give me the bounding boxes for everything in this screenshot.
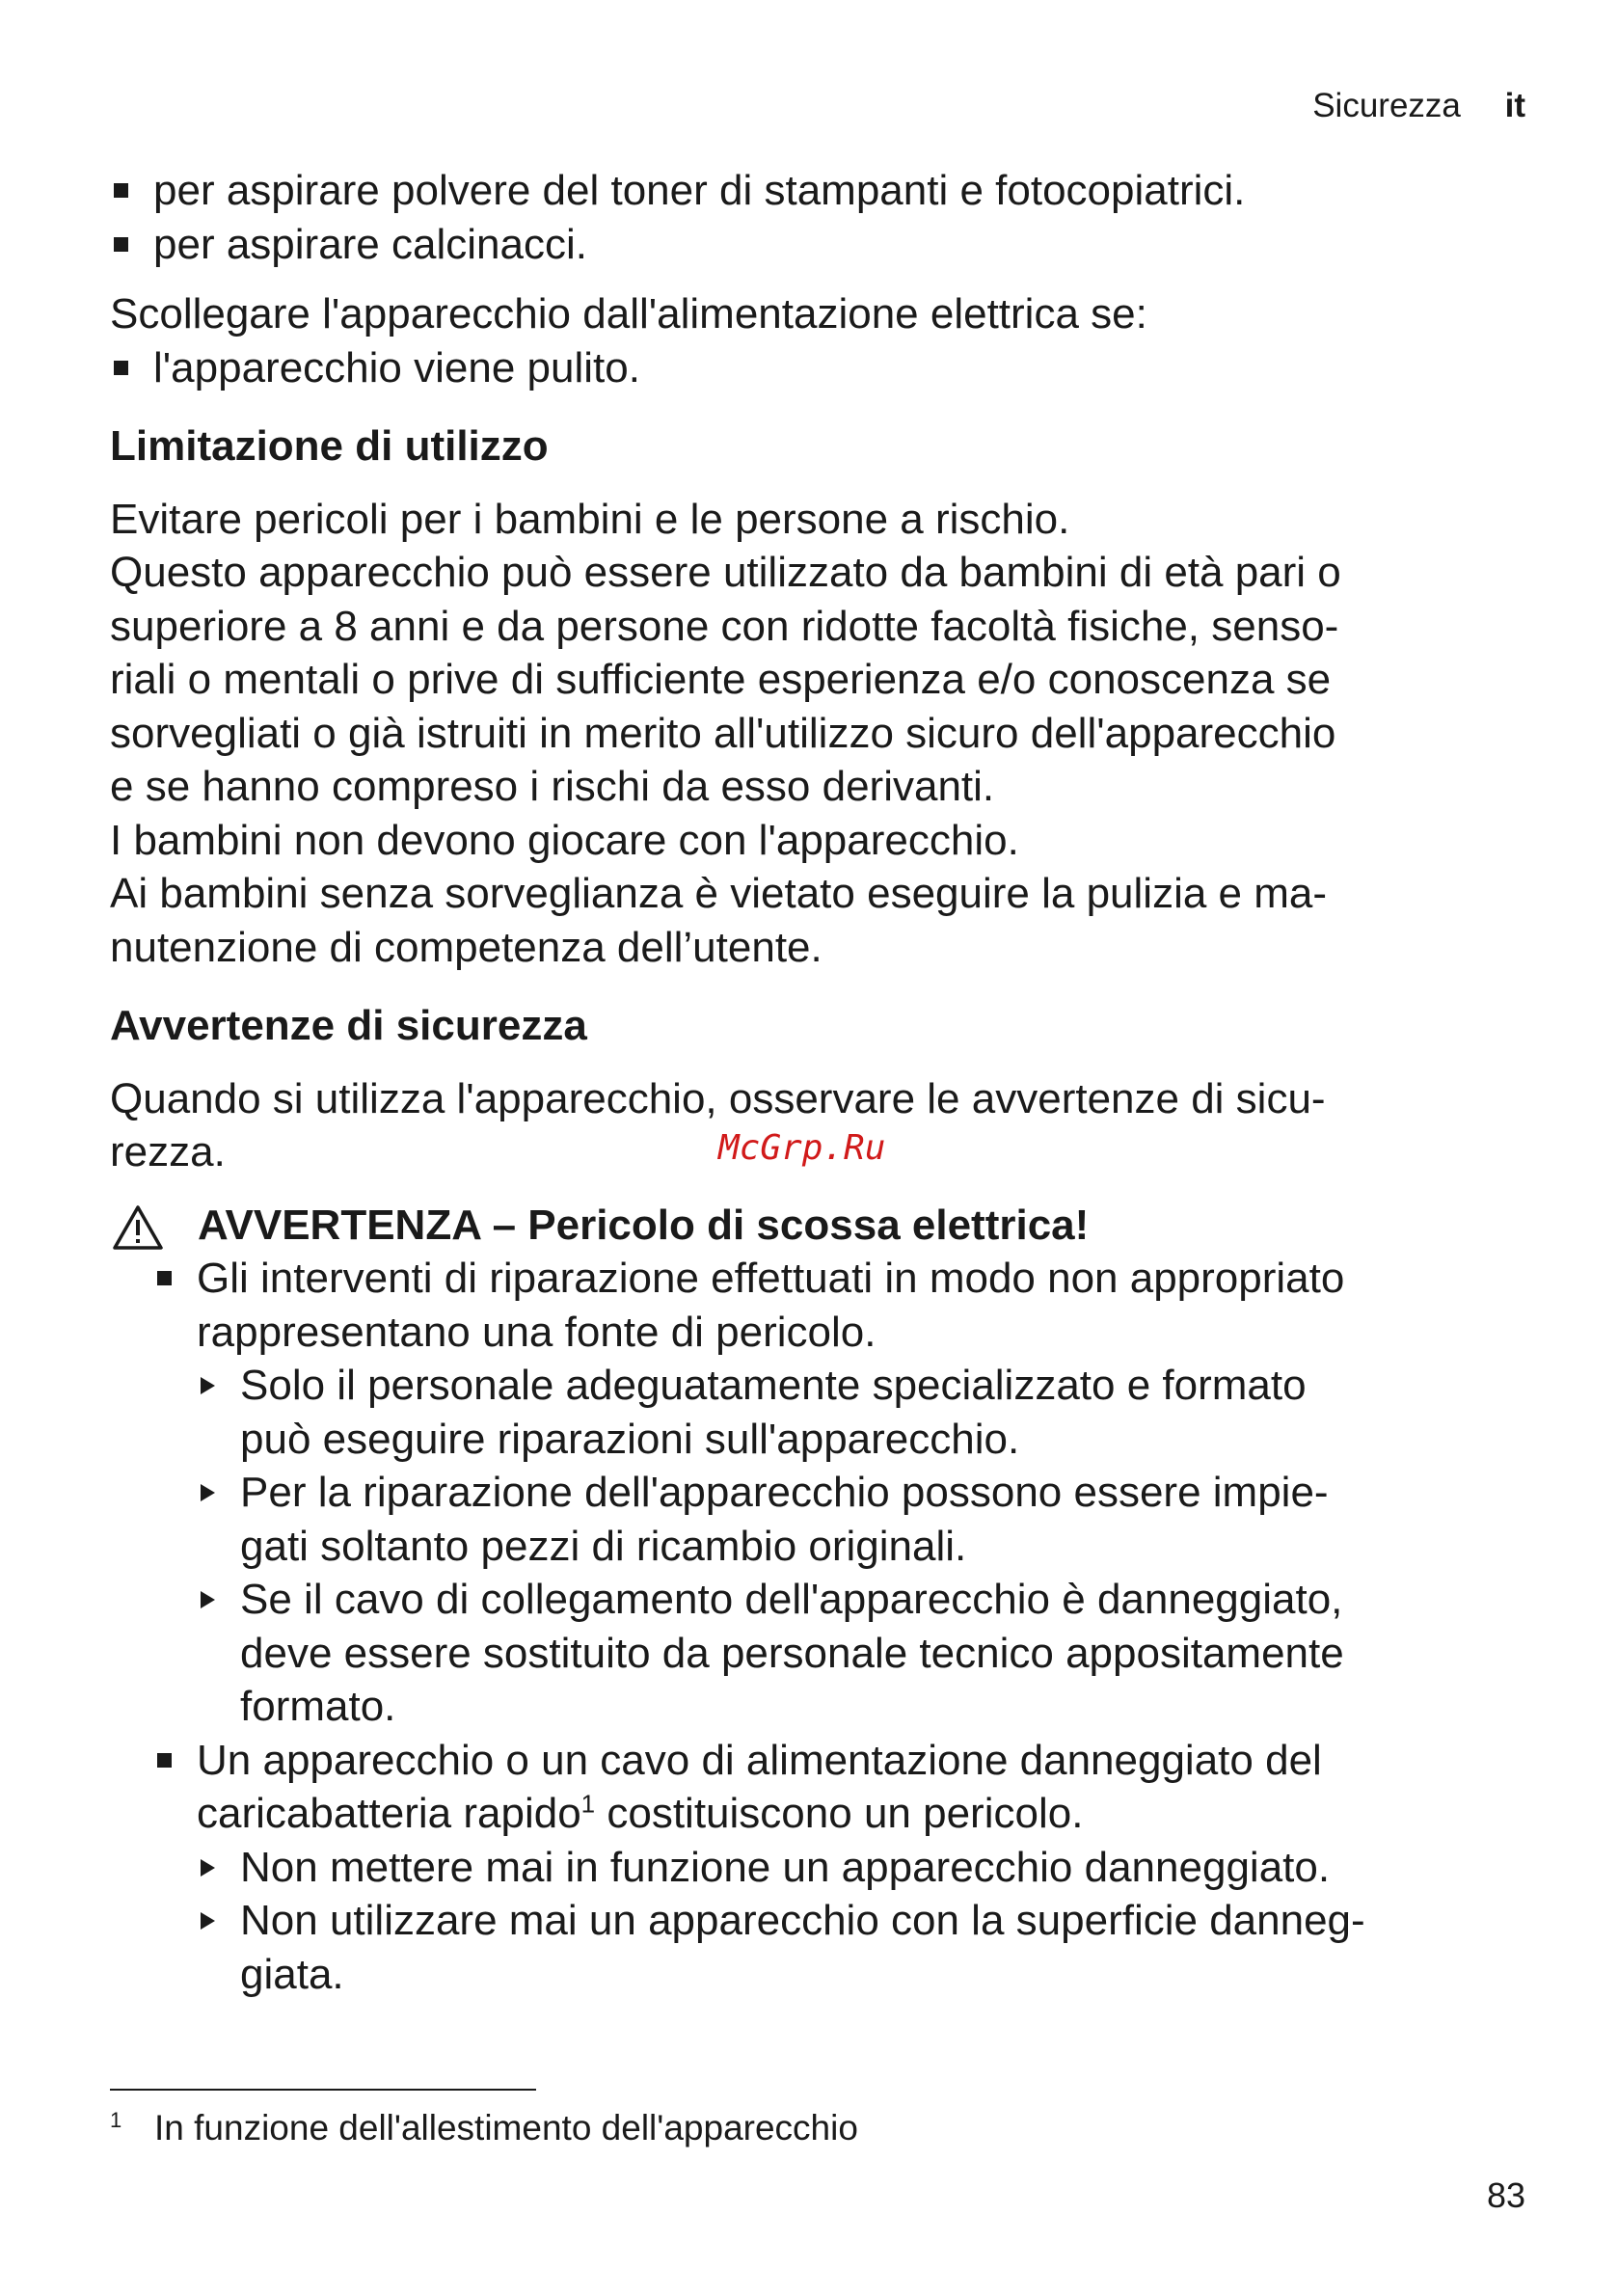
text-fragment: costituiscono un pericolo. xyxy=(595,1790,1084,1837)
text-line: gati soltanto pezzi di ricambio originali. xyxy=(240,1522,967,1570)
action-item xyxy=(197,1359,1518,1466)
footnote-divider xyxy=(110,2089,536,2091)
text-line xyxy=(153,1787,1518,1841)
text-line: Non utilizzare mai un apparecchio con la superficie danneg- xyxy=(240,1897,1365,1944)
action-item xyxy=(197,1573,1518,1734)
action-item xyxy=(197,1894,1518,2001)
language-code: it xyxy=(1504,87,1525,124)
text-line: e se hanno compreso i rischi da esso derivanti. xyxy=(110,763,995,810)
text-line: riali o mentali o prive di sufficiente esperienza e/o conoscenza se xyxy=(110,656,1332,703)
footnote xyxy=(110,2108,858,2148)
section-heading-safety: Avvertenze di sicurezza xyxy=(110,1002,587,1049)
action-item xyxy=(197,1466,1518,1573)
text-line: superiore a 8 anni e da persone con ridotte facoltà fisiche, senso- xyxy=(110,602,1339,650)
page-body xyxy=(110,164,1518,2001)
list-item: Un apparecchio o un cavo di alimentazione danneggiato del xyxy=(153,1734,1518,1788)
footnote-text: In funzione dell'allestimento dell'apparecchio xyxy=(154,2108,858,2147)
warning-item-repairs xyxy=(153,1252,1518,1734)
section-heading-limitation: Limitazione di utilizzo xyxy=(110,422,549,470)
footnote-mark: 1 xyxy=(110,2108,122,2132)
text-line: Per la riparazione dell'apparecchio possono essere impie- xyxy=(240,1469,1329,1516)
limitation-paragraph xyxy=(110,493,1518,975)
watermark: McGrp.Ru xyxy=(718,1128,886,1168)
action-item xyxy=(197,1841,1518,1895)
text-line: Questo apparecchio può essere utilizzato da bambini di età pari o xyxy=(110,549,1341,596)
text-line: nutenzione di competenza dell’utente. xyxy=(110,923,822,971)
warning-title-text: AVVERTENZA – Pericolo di scossa elettrica! xyxy=(198,1201,1090,1249)
list-item: Gli interventi di riparazione effettuati in modo non appropriato xyxy=(153,1252,1518,1306)
section-name: Sicurezza xyxy=(1312,87,1461,124)
list-item: per aspirare polvere del toner di stampanti e fotocopiatrici. xyxy=(110,164,1518,218)
text-line: Solo il personale adeguatamente specializzato e formato xyxy=(240,1362,1307,1409)
text-line: Evitare pericoli per i bambini e le persone a rischio. xyxy=(110,495,1070,543)
text-fragment: caricabatteria rapido xyxy=(197,1790,581,1837)
list-item: per aspirare calcinacci. xyxy=(110,218,1518,272)
text-line: I bambini non devono giocare con l'apparecchio. xyxy=(110,816,1019,864)
text-line: Se il cavo di collegamento dell'apparecchio è danneggiato, xyxy=(240,1576,1343,1623)
text-line: rezza. xyxy=(110,1128,226,1175)
warning-title xyxy=(110,1199,1518,1253)
disconnect-text: Scollegare l'apparecchio dall'alimentazione elettrica se: xyxy=(110,290,1147,338)
text-line: formato. xyxy=(240,1683,396,1730)
text-line: sorvegliati o già istruiti in merito all'utilizzo sicuro dell'apparecchio xyxy=(110,709,1336,757)
text-line: Ai bambini senza sorveglianza è vietato eseguire la pulizia e ma- xyxy=(110,870,1328,917)
running-header xyxy=(1312,87,1525,125)
text-line: può eseguire riparazioni sull'apparecchio. xyxy=(240,1415,1020,1463)
page-number: 83 xyxy=(1486,2175,1525,2215)
text-line: rappresentano una fonte di pericolo. xyxy=(197,1308,876,1356)
text-line: Non mettere mai in funzione un apparecchio danneggiato. xyxy=(240,1843,1331,1891)
list-item: l'apparecchio viene pulito. xyxy=(110,341,1518,395)
footnote-ref: 1 xyxy=(580,1789,596,1819)
text-line: giata. xyxy=(240,1950,344,1998)
text-line: deve essere sostituito da personale tecnico appositamente xyxy=(240,1629,1344,1677)
warning-item-damaged xyxy=(153,1734,1518,2002)
warning-triangle-icon xyxy=(112,1204,164,1251)
text-line: Quando si utilizza l'apparecchio, osservare le avvertenze di sicu- xyxy=(110,1074,1326,1122)
